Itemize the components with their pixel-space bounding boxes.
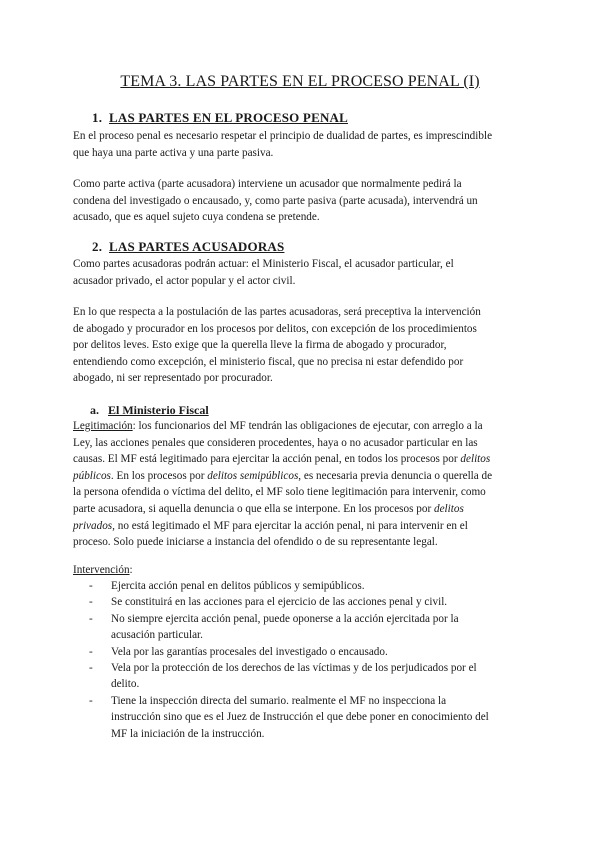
section-2-paragraph-1 <box>73 256 535 289</box>
text-line: acusación particular. <box>111 629 203 642</box>
text-line: En el proceso penal es necesario respetar el principio de dualidad de partes, es imprescindible <box>73 130 493 142</box>
text-line <box>73 562 535 579</box>
text-line: que haya una parte activa y una parte pasiva. <box>73 146 274 159</box>
section-1-paragraph-1 <box>73 128 535 161</box>
text-fragment: no está legitimado el MF para ejercitar la acción penal, ni para intervenir en el <box>114 519 468 532</box>
dash-bullet: - <box>89 694 93 707</box>
text-fragment: , es necesaria previa denuncia o querella de <box>298 469 493 482</box>
text-line <box>73 518 535 535</box>
italic-term: delitos semipúblicos <box>207 469 299 482</box>
list-item <box>73 594 543 610</box>
dash-bullet: - <box>89 596 93 609</box>
text-line: En lo que respecta a la postulación de las partes acusadoras, será preceptiva la intervención <box>73 306 481 318</box>
subsection-a-number: a. <box>90 403 99 417</box>
list-item <box>73 693 543 742</box>
section-2-paragraph-2 <box>73 304 535 387</box>
text-line: acusador privado, el actor popular y el actor civil. <box>73 274 296 287</box>
list-item <box>73 611 543 644</box>
text-line <box>73 501 535 518</box>
text-line: abogado, ni ser representado por procurador. <box>73 372 273 385</box>
list-item <box>73 578 543 594</box>
text-line: la persona ofendida o víctima del delito, el MF solo tiene legitimación para intervenir, como <box>73 486 486 499</box>
text-line: Tiene la inspección directa del sumario. realmente el MF no inspecciona la <box>111 694 447 707</box>
section-1-paragraph-2 <box>73 176 535 226</box>
text-line: Ley, las acciones penales que consideren procedentes, haya o no acusador particular en las <box>73 436 478 449</box>
page-title: TEMA 3. LAS PARTES EN EL PROCESO PENAL (I) <box>120 73 480 90</box>
text-fragment: causas. El MF está legitimado para ejercitar la acción penal, en todos los procesos por <box>73 453 461 466</box>
text-line: entendiendo como excepción, el ministerio fiscal, que no precisa ni estar defendido por <box>73 355 464 368</box>
section-1-number: 1. <box>92 110 103 125</box>
intervencion-label: Intervención <box>73 564 130 576</box>
text-line: No siempre ejercita acción penal, puede oponerse a la acción ejercitada por la <box>111 612 459 625</box>
legitimacion-paragraph <box>73 418 535 551</box>
text-line: Se constituirá en las acciones para el ejercicio de las acciones penal y civil. <box>111 596 448 609</box>
subsection-a-title: El Ministerio Fiscal <box>108 403 209 417</box>
list-item <box>73 644 543 660</box>
text-line: acusado, que es aquel sujeto cuya condena se pretende. <box>73 211 320 224</box>
dash-bullet: - <box>89 580 93 592</box>
italic-term: delitos <box>433 502 464 515</box>
text-line <box>73 451 535 468</box>
subsection-a-heading <box>90 403 209 418</box>
text-line: delito. <box>111 678 140 691</box>
text-fragment: : <box>129 564 133 576</box>
section-2-title: LAS PARTES ACUSADORAS <box>109 239 285 254</box>
dash-bullet: - <box>89 645 93 658</box>
section-2-number: 2. <box>92 239 103 254</box>
italic-term: públicos <box>73 469 111 482</box>
text-line: instrucción sino que es el Juez de Instrucción el que debe poner en conocimiento del <box>111 711 489 724</box>
text-line: Vela por la protección de los derechos de las víctimas y de los perjudicados por el <box>111 662 477 675</box>
text-line: Como parte activa (parte acusadora) interviene un acusador que normalmente pedirá la <box>73 178 462 190</box>
dash-bullet: - <box>89 612 93 625</box>
intervencion-list <box>73 578 543 742</box>
text-line: proceso. Solo puede iniciarse a instancia del ofendido o de su representante legal. <box>73 536 438 549</box>
text-line: Como partes acusadoras podrán actuar: el Ministerio Fiscal, el acusador particular, el <box>73 258 454 270</box>
text-line: Vela por las garantías procesales del investigado o encausado. <box>111 645 388 658</box>
section-1-heading <box>92 110 348 126</box>
text-fragment: parte acusadora, si aquella denuncia o que ella se interpone. En los procesos por <box>73 502 434 515</box>
text-line: de abogado y procurador en los procesos por delitos, con excepción de los procedimientos <box>73 322 477 335</box>
text-line: Ejercita acción penal en delitos públicos y semipúblicos. <box>111 580 365 592</box>
list-item <box>73 660 543 693</box>
dash-bullet: - <box>89 662 93 675</box>
text-line: MF la iniciación de la instrucción. <box>111 727 265 740</box>
text-line: por delitos leves. Esto exige que la querella lleve la firma de abogado y procurador, <box>73 339 447 352</box>
section-2-heading <box>92 239 284 255</box>
intervencion-heading <box>73 562 535 579</box>
text-line <box>73 468 535 485</box>
section-1-title: LAS PARTES EN EL PROCESO PENAL <box>109 110 348 125</box>
text-line: condena del investigado o encausado, y, como parte pasiva (parte acusada), intervendrá un <box>73 194 478 207</box>
text-line <box>73 418 535 435</box>
italic-term: delitos <box>460 453 491 466</box>
legitimacion-label: Legitimación <box>73 420 133 432</box>
text-fragment: : los funcionarios del MF tendrán las obligaciones de ejecutar, con arreglo a la <box>132 420 483 432</box>
text-fragment: . En los procesos por <box>110 469 208 482</box>
italic-term: privados, <box>73 519 115 532</box>
